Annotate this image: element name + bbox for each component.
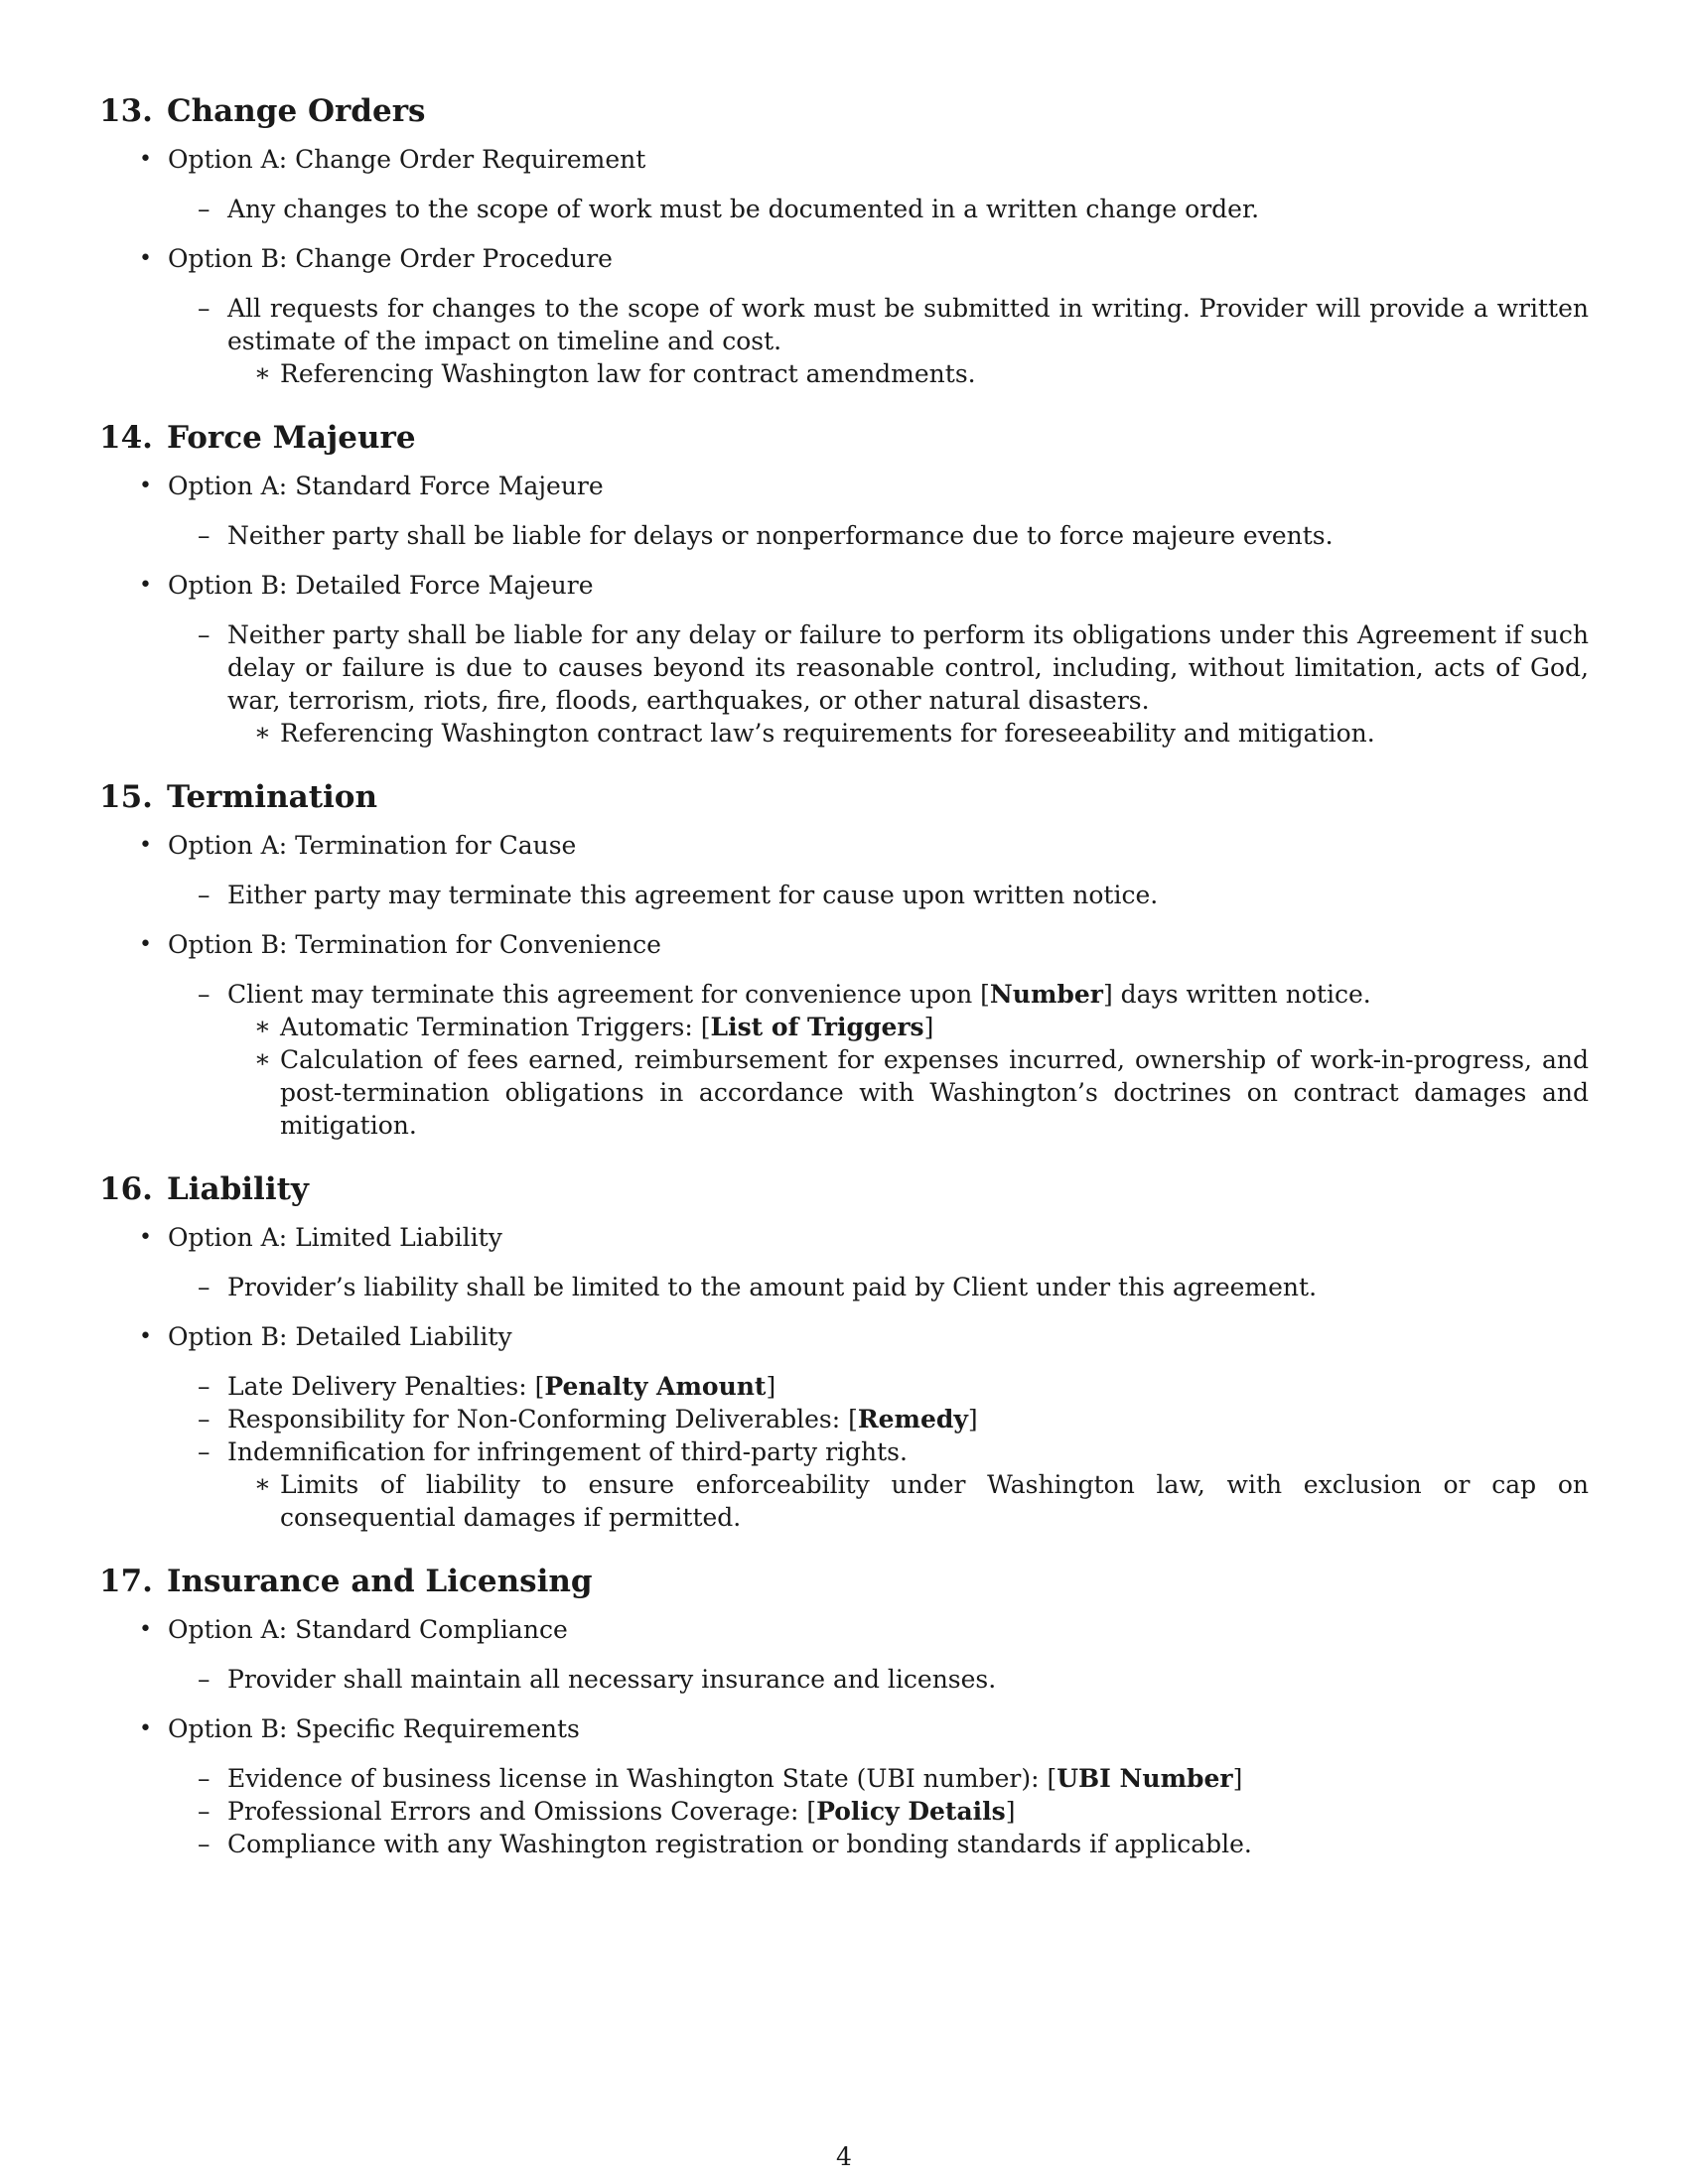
note-item: ∗ Calculation of fees earned, reimbursement for expenses incurred, ownership of work-in-progress, and post-termination obligations in accordance with Washington’s doctrines on contract damages and mitigation. — [254, 1044, 1589, 1140]
option-label: Option B: Change Order Procedure — [168, 244, 613, 273]
list-item: – Professional Errors and Omissions Coverage: [Policy Details] — [198, 1797, 1016, 1826]
section-change-orders — [99, 91, 1589, 390]
option-label: Option B: Specific Requirements — [168, 1714, 580, 1743]
list-item: – Client may terminate this agreement for convenience upon [Number] days written notice. — [198, 980, 1371, 1009]
dash-icon: – — [198, 1405, 211, 1433]
option-a — [99, 829, 1589, 911]
section-title: Termination — [166, 779, 378, 815]
bullet-icon: • — [139, 1716, 152, 1741]
option-label: Option B: Termination for Convenience — [168, 930, 661, 959]
option-a — [99, 143, 1589, 225]
dash-icon: – — [198, 881, 211, 909]
section-heading — [99, 1169, 1589, 1209]
dash-icon: – — [198, 1830, 211, 1858]
option-label: Option A: Change Order Requirement — [168, 145, 646, 174]
list-item: – Indemnification for infringement of third-party rights. — [198, 1437, 908, 1466]
bullet-icon: • — [139, 1225, 152, 1250]
section-title: Force Majeure — [166, 420, 416, 456]
dash-icon: – — [198, 1273, 211, 1301]
list-item: – Neither party shall be liable for any delay or failure to perform its obligations under this Agreement if such delay or failure is due to causes beyond its reasonable control, including, without limitation, acts of God, war, terrorism, riots, fire, floods, earthquakes, or other natural disasters. — [198, 620, 1589, 715]
option-a — [99, 1221, 1589, 1303]
section-heading — [99, 1562, 1589, 1601]
asterisk-icon: ∗ — [254, 1469, 271, 1498]
section-insurance-licensing — [99, 1562, 1589, 1860]
bullet-icon: • — [139, 474, 152, 498]
dash-icon: – — [198, 521, 211, 550]
document-body — [99, 91, 1589, 1888]
bullet-icon: • — [139, 147, 152, 172]
list-item: – All requests for changes to the scope of work must be submitted in writing. Provider will provide a written estimate of the impact on timeline and cost. — [198, 294, 1589, 355]
placeholder-field: Remedy — [857, 1405, 968, 1433]
placeholder-field: Penalty Amount — [544, 1372, 767, 1401]
placeholder-field: List of Triggers — [710, 1013, 924, 1041]
placeholder-field: UBI Number — [1056, 1764, 1233, 1793]
option-label: Option A: Standard Compliance — [168, 1615, 568, 1644]
section-title: Insurance and Licensing — [166, 1564, 593, 1599]
option-b — [99, 928, 1589, 1142]
asterisk-icon: ∗ — [254, 358, 271, 387]
note-item: ∗ Referencing Washington contract law’s requirements for foreseeability and mitigation. — [254, 718, 1375, 748]
section-number: 15. — [99, 779, 153, 815]
option-label: Option A: Standard Force Majeure — [168, 472, 604, 500]
list-item: – Evidence of business license in Washington State (UBI number): [UBI Number] — [198, 1764, 1243, 1793]
dash-icon: – — [198, 1764, 211, 1793]
section-force-majeure — [99, 418, 1589, 750]
section-number: 13. — [99, 93, 153, 129]
option-label: Option B: Detailed Force Majeure — [168, 571, 594, 600]
asterisk-icon: ∗ — [254, 1044, 271, 1073]
note-item: ∗ Referencing Washington law for contract amendments. — [254, 358, 976, 388]
section-number: 17. — [99, 1564, 153, 1599]
dash-icon: – — [198, 1372, 211, 1401]
option-b — [99, 569, 1589, 750]
section-liability — [99, 1169, 1589, 1534]
section-number: 16. — [99, 1171, 153, 1207]
option-b — [99, 1320, 1589, 1534]
section-termination — [99, 777, 1589, 1142]
bullet-icon: • — [139, 932, 152, 957]
dash-icon: – — [198, 294, 211, 323]
bullet-icon: • — [139, 1617, 152, 1642]
option-b — [99, 1712, 1589, 1860]
dash-icon: – — [198, 195, 211, 223]
dash-icon: – — [198, 1797, 211, 1826]
option-b — [99, 242, 1589, 390]
section-title: Liability — [166, 1171, 309, 1207]
section-heading — [99, 91, 1589, 131]
note-item: ∗ Automatic Termination Triggers: [List of Triggers] — [254, 1012, 934, 1041]
page-number: 4 — [836, 2142, 852, 2171]
section-title: Change Orders — [166, 93, 426, 129]
placeholder-field: Number — [989, 980, 1103, 1009]
placeholder-field: Policy Details — [816, 1797, 1006, 1826]
bullet-icon: • — [139, 1324, 152, 1349]
list-item: – Any changes to the scope of work must be documented in a written change order. — [198, 195, 1260, 223]
bullet-icon: • — [139, 573, 152, 598]
section-number: 14. — [99, 420, 153, 456]
dash-icon: – — [198, 620, 211, 649]
list-item: – Compliance with any Washington registration or bonding standards if applicable. — [198, 1830, 1252, 1858]
note-item: ∗ Limits of liability to ensure enforceability under Washington law, with exclusion or cap on consequential damages if permitted. — [254, 1469, 1589, 1532]
bullet-icon: • — [139, 833, 152, 858]
dash-icon: – — [198, 980, 211, 1009]
option-label: Option A: Limited Liability — [168, 1223, 502, 1252]
asterisk-icon: ∗ — [254, 1012, 271, 1040]
list-item: – Either party may terminate this agreement for cause upon written notice. — [198, 881, 1159, 909]
list-item: – Responsibility for Non-Conforming Deliverables: [Remedy] — [198, 1405, 978, 1433]
bullet-icon: • — [139, 246, 152, 271]
asterisk-icon: ∗ — [254, 718, 271, 747]
list-item: – Provider shall maintain all necessary insurance and licenses. — [198, 1665, 997, 1694]
dash-icon: – — [198, 1665, 211, 1694]
dash-icon: – — [198, 1437, 211, 1466]
list-item: – Provider’s liability shall be limited to the amount paid by Client under this agreement. — [198, 1273, 1318, 1301]
option-a — [99, 1613, 1589, 1696]
list-item: – Neither party shall be liable for delays or nonperformance due to force majeure events. — [198, 521, 1334, 550]
section-heading — [99, 777, 1589, 817]
option-label: Option A: Termination for Cause — [168, 831, 577, 860]
option-label: Option B: Detailed Liability — [168, 1322, 512, 1351]
section-heading — [99, 418, 1589, 458]
list-item: – Late Delivery Penalties: [Penalty Amount] — [198, 1372, 776, 1401]
option-a — [99, 470, 1589, 552]
